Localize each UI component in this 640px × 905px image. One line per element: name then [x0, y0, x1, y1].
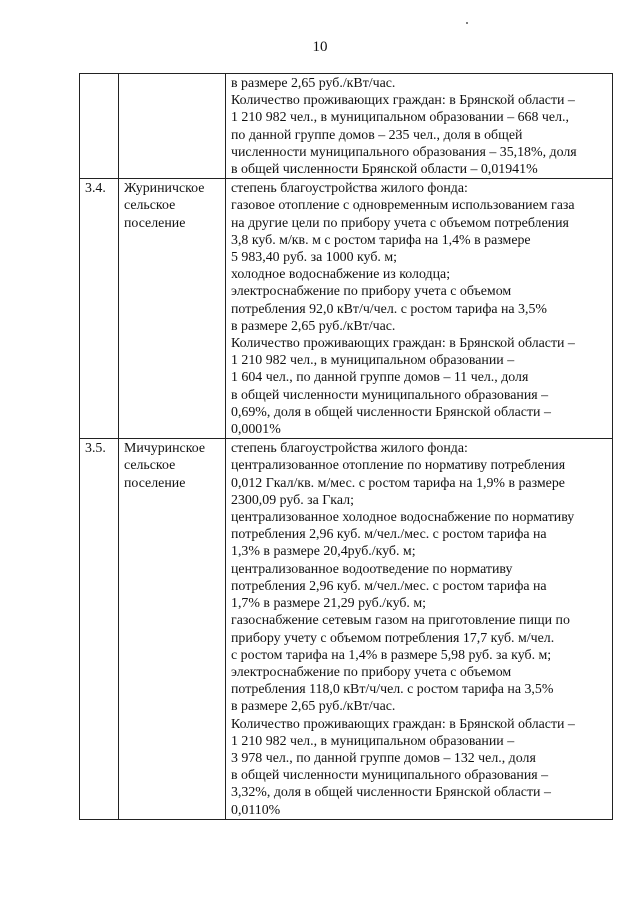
description-line: Количество проживающих граждан: в Брянской области – — [231, 716, 575, 732]
description-line: потребления 118,0 кВт/ч/чел. с ростом тарифа на 3,5% — [231, 682, 554, 698]
description-line: 1,7% в размере 21,29 руб./куб. м; — [231, 596, 427, 612]
description-line: в общей численности Брянской области – 0,01941% — [231, 162, 538, 178]
description-line: 1 210 982 чел., в муниципальном образовании – 668 чел., — [231, 110, 569, 126]
description-line: 0,012 Гкал/кв. м/мес. с ростом тарифа на 1,9% в размере — [231, 475, 565, 491]
description-line: 0,0110% — [231, 802, 281, 818]
row-number: 3.5. — [85, 441, 106, 457]
description-line: 1 210 982 чел., в муниципальном образовании – — [231, 353, 515, 369]
description-line: в общей численности муниципального образования – — [231, 768, 549, 784]
description-line: с ростом тарифа на 1,4% в размере 5,98 руб. за куб. м; — [231, 647, 552, 663]
description-line: прибору учету с объемом потребления 17,7 куб. м/чел. — [231, 630, 555, 646]
row-number: 3.4. — [85, 181, 106, 197]
description-line: газовое отопление с одновременным использованием газа — [231, 198, 575, 214]
settlement-name-line: сельское — [124, 458, 176, 474]
description-line: по данной группе домов – 235 чел., доля в общей — [231, 127, 523, 143]
description-line: централизованное холодное водоснабжение по нормативу — [231, 510, 575, 526]
description-line: степень благоустройства жилого фонда: — [231, 441, 468, 457]
description-line: в размере 2,65 руб./кВт/час. — [231, 318, 396, 334]
settlement-name-line: поселение — [124, 475, 186, 491]
scan-speck — [466, 22, 468, 24]
description-line: 0,0001% — [231, 422, 281, 438]
settlement-name-line: сельское — [124, 198, 176, 214]
description-line: электроснабжение по прибору учета с объемом — [231, 664, 512, 680]
description-line: централизованное водоотведение по нормативу — [231, 561, 513, 577]
description-line: в размере 2,65 руб./кВт/час. — [231, 699, 396, 715]
description-line: 3,8 куб. м/кв. м с ростом тарифа на 1,4% в размере — [231, 232, 531, 248]
page-number: 10 — [312, 39, 328, 55]
description-line: газоснабжение сетевым газом на приготовление пищи по — [231, 613, 570, 629]
description-line: электроснабжение по прибору учета с объемом — [231, 284, 512, 300]
description-line: 1,3% в размере 20,4руб./куб. м; — [231, 544, 416, 560]
settlement-name-cell — [119, 439, 226, 819]
description-line: 3 978 чел., по данной группе домов – 132 чел., доля — [231, 750, 536, 766]
description-line: 1 210 982 чел., в муниципальном образовании – — [231, 733, 515, 749]
settlement-name-line: Журиничское — [124, 181, 205, 197]
row-number-cell — [80, 439, 119, 819]
table-row — [80, 439, 613, 819]
tariff-table — [79, 73, 613, 820]
settlement-name-line: Мичуринское — [124, 441, 206, 457]
description-line: потребления 2,96 куб. м/чел./мес. с ростом тарифа на — [231, 578, 547, 594]
row-number-cell — [80, 74, 119, 179]
settlement-name-cell — [119, 74, 226, 179]
settlement-name-cell — [119, 179, 226, 439]
description-line: централизованное отопление по нормативу потребления — [231, 458, 566, 474]
description-line: 5 983,40 руб. за 1000 куб. м; — [231, 250, 397, 266]
table-row — [80, 179, 613, 439]
description-line: на другие цели по прибору учета с объемом потребления — [231, 215, 569, 231]
description-line: в размере 2,65 руб./кВт/час. — [231, 76, 396, 91]
description-line: 2300,09 руб. за Гкал; — [231, 492, 354, 508]
description-line: потребления 92,0 кВт/ч/чел. с ростом тарифа на 3,5% — [231, 301, 547, 317]
description-line: 0,69%, доля в общей численности Брянской области – — [231, 404, 551, 420]
row-number-cell — [80, 179, 119, 439]
description-line: в общей численности муниципального образования – — [231, 387, 549, 403]
description-line: Количество проживающих граждан: в Брянской области – — [231, 93, 575, 109]
description-line: степень благоустройства жилого фонда: — [231, 181, 468, 197]
description-cell — [226, 439, 613, 819]
settlement-name-line: поселение — [124, 215, 186, 231]
description-cell — [226, 74, 613, 179]
table-row — [80, 74, 613, 179]
description-line: Количество проживающих граждан: в Брянской области – — [231, 336, 575, 352]
description-line: численности муниципального образования – 35,18%, доля — [231, 144, 577, 160]
description-line: 3,32%, доля в общей численности Брянской области – — [231, 785, 551, 801]
description-line: потребления 2,96 куб. м/чел./мес. с ростом тарифа на — [231, 527, 547, 543]
description-cell — [226, 179, 613, 439]
description-line: 1 604 чел., по данной группе домов – 11 чел., доля — [231, 370, 529, 386]
description-line: холодное водоснабжение из колодца; — [231, 267, 451, 283]
